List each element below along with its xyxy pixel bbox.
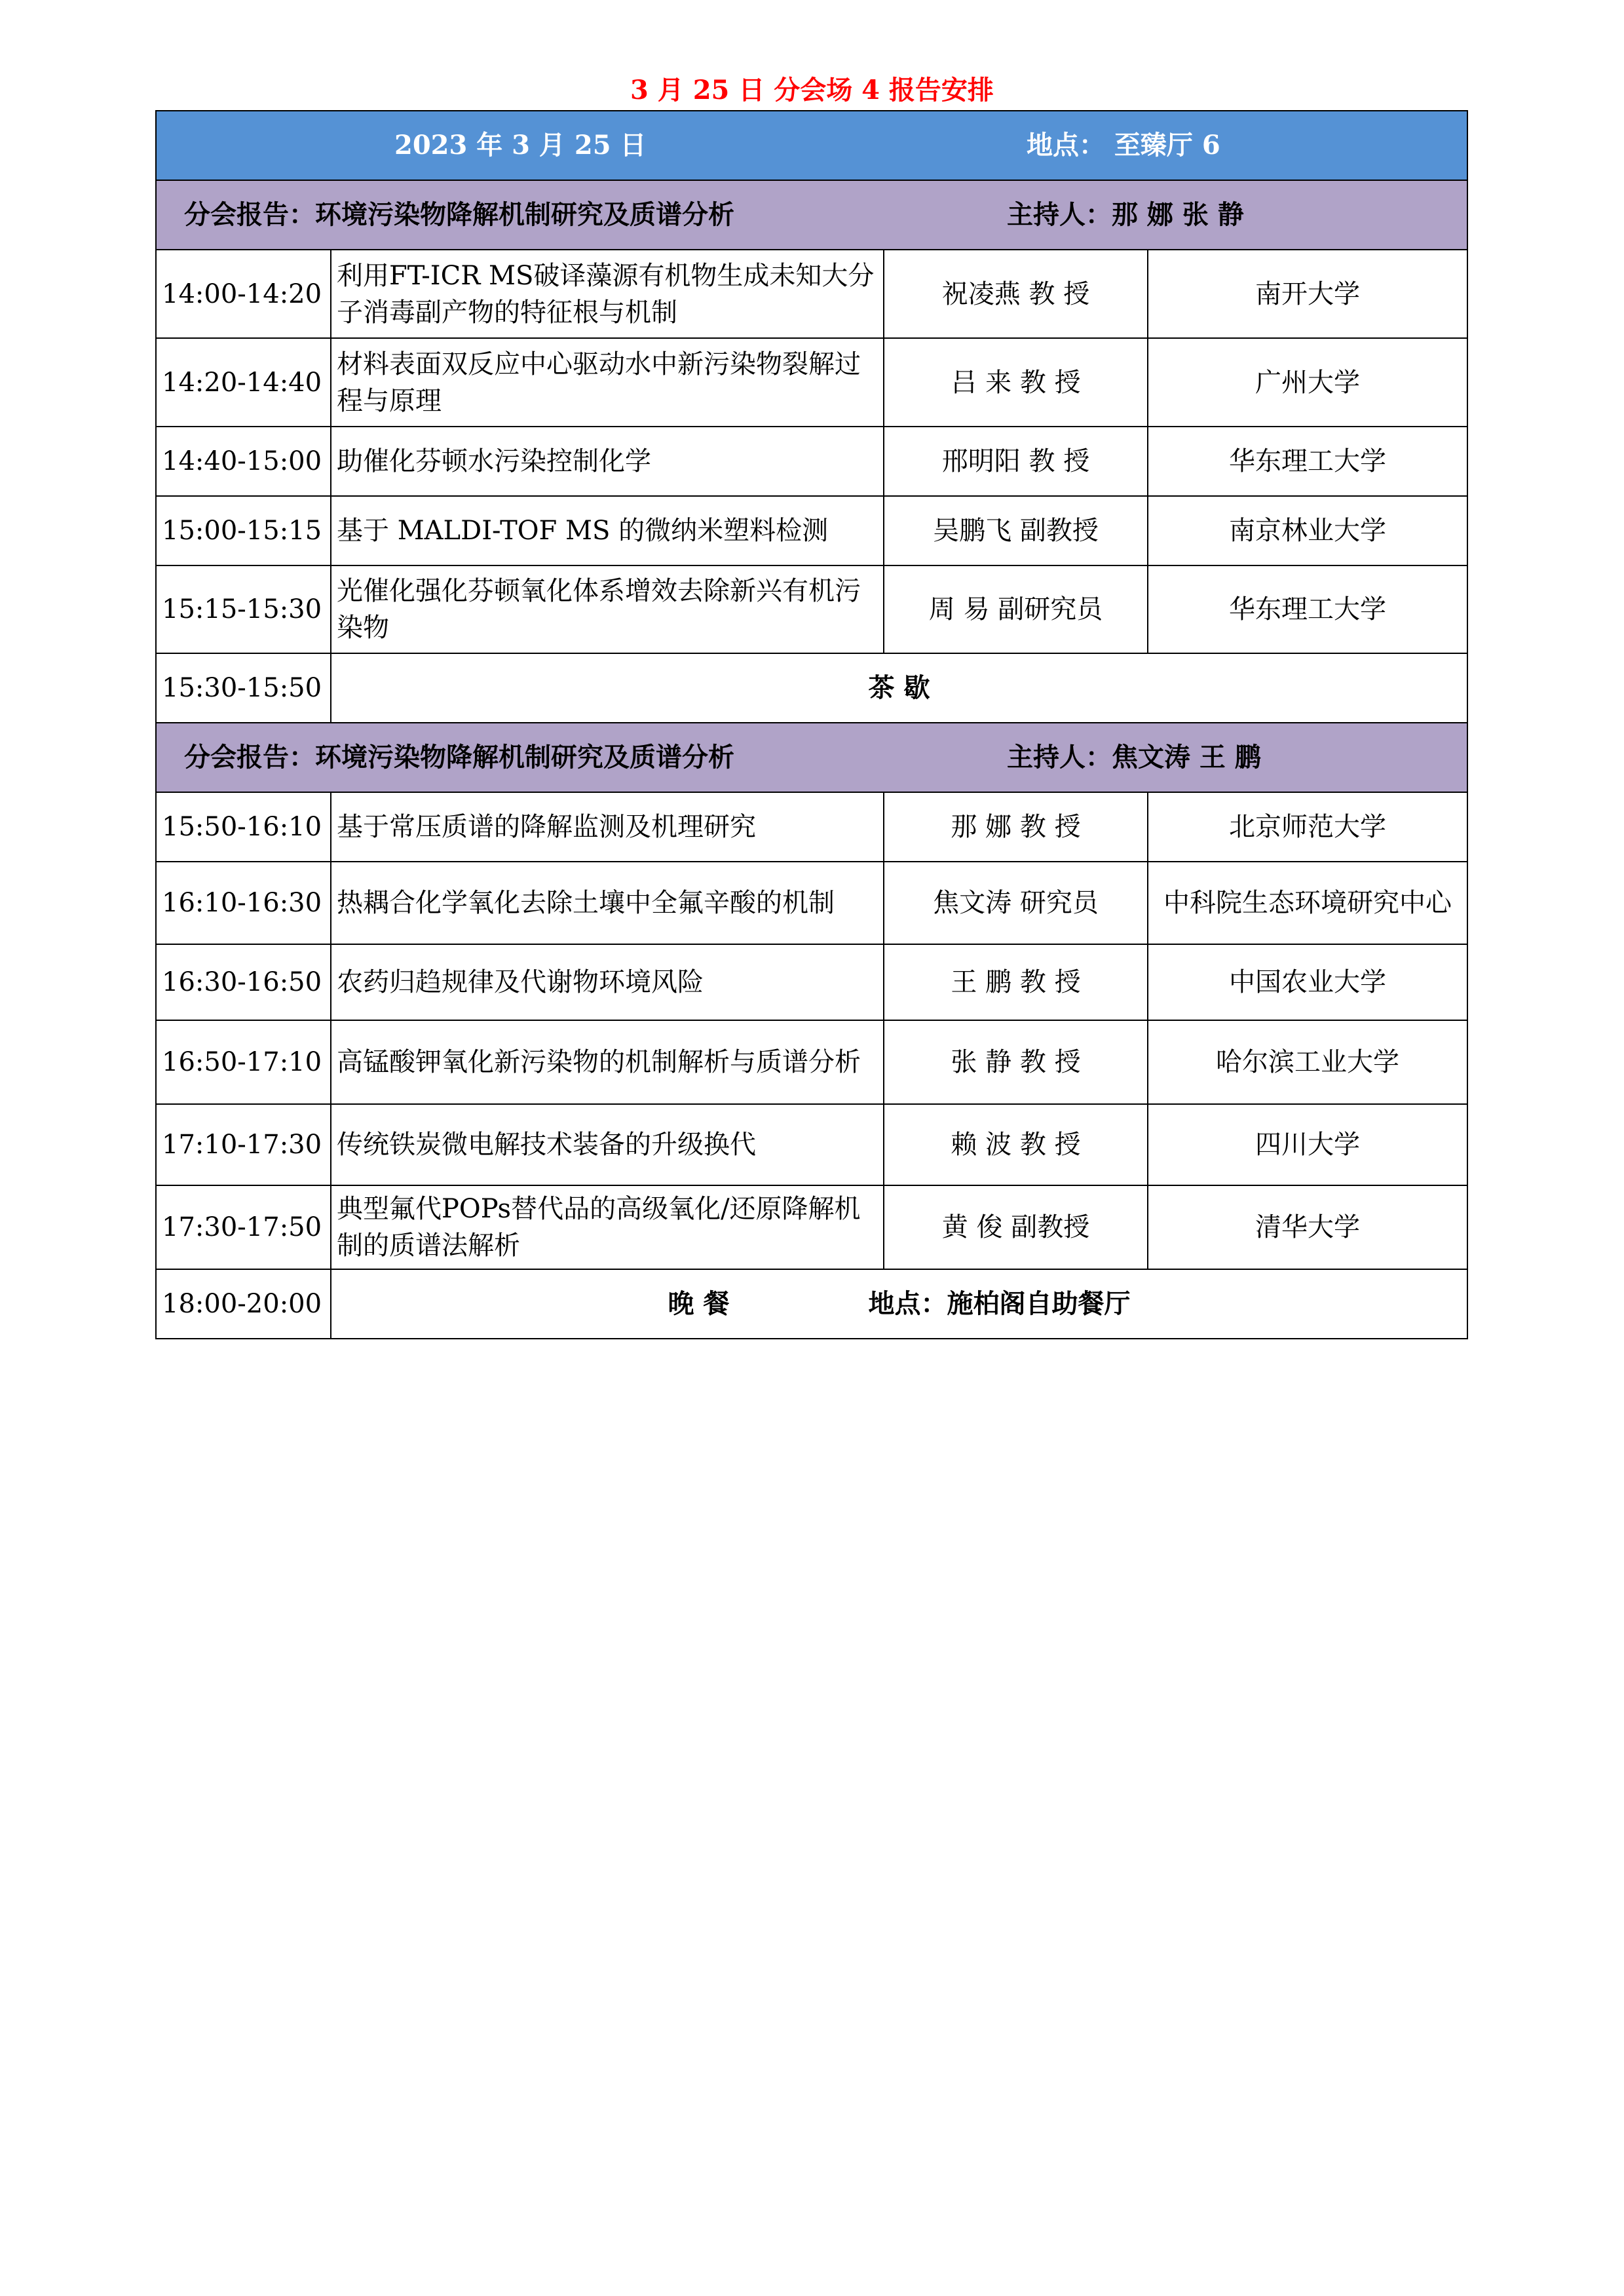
session-header-cell: [156, 723, 1467, 792]
dinner-cell: [331, 1269, 1467, 1339]
topic-cell: 基于常压质谱的降解监测及机理研究: [331, 792, 884, 862]
time-cell: 15:15-15:30: [156, 565, 331, 653]
topic-cell: 助催化芬顿水污染控制化学: [331, 427, 884, 496]
topic-cell: 利用FT-ICR MS破译藻源有机物生成未知大分子消毒副产物的特征根与机制: [331, 250, 884, 338]
institution-cell: 清华大学: [1148, 1185, 1467, 1269]
time-cell: 14:20-14:40: [156, 338, 331, 427]
schedule-table: [155, 110, 1468, 1339]
date-header-cell: [156, 111, 1467, 180]
speaker-cell: 张 静 教 授: [884, 1020, 1148, 1104]
table-row: [156, 496, 1467, 565]
speaker-cell: 周 易 副研究员: [884, 565, 1148, 653]
speaker-cell: 吕 来 教 授: [884, 338, 1148, 427]
speaker-cell: 王 鹏 教 授: [884, 944, 1148, 1020]
dinner-row: [156, 1269, 1467, 1339]
time-cell: 18:00-20:00: [156, 1269, 331, 1339]
session-title: 分会报告：环境污染物降解机制研究及质谱分析: [184, 742, 734, 773]
time-cell: 14:40-15:00: [156, 427, 331, 496]
table-row: [156, 338, 1467, 427]
table-row: [156, 1104, 1467, 1185]
institution-cell: 广州大学: [1148, 338, 1467, 427]
time-cell: 16:30-16:50: [156, 944, 331, 1020]
topic-cell: 光催化强化芬顿氧化体系增效去除新兴有机污染物: [331, 565, 884, 653]
time-cell: 15:50-16:10: [156, 792, 331, 862]
page-title: 3 月 25 日 分会场 4 报告安排: [630, 75, 994, 105]
tea-break-label: 茶 歇: [331, 653, 1467, 723]
topic-cell: 典型氟代POPs替代品的高级氧化/还原降解机制的质谱法解析: [331, 1185, 884, 1269]
institution-cell: 南开大学: [1148, 250, 1467, 338]
speaker-cell: 黄 俊 副教授: [884, 1185, 1148, 1269]
speaker-cell: 赖 波 教 授: [884, 1104, 1148, 1185]
speaker-cell: 那 娜 教 授: [884, 792, 1148, 862]
table-row: [156, 1185, 1467, 1269]
table-row: [156, 427, 1467, 496]
tea-break-row: [156, 653, 1467, 723]
institution-cell: 华东理工大学: [1148, 565, 1467, 653]
session-header-cell: [156, 180, 1467, 250]
institution-cell: 四川大学: [1148, 1104, 1467, 1185]
speaker-cell: 邢明阳 教 授: [884, 427, 1148, 496]
dinner-location: 地点：施柏阁自助餐厅: [868, 1288, 1131, 1319]
venue-text: 地点： 至臻厅 6: [1027, 130, 1220, 161]
date-text: 2023 年 3 月 25 日: [394, 130, 647, 161]
institution-cell: 北京师范大学: [1148, 792, 1467, 862]
topic-cell: 传统铁炭微电解技术装备的升级换代: [331, 1104, 884, 1185]
institution-cell: 南京林业大学: [1148, 496, 1467, 565]
time-cell: 16:10-16:30: [156, 862, 331, 944]
date-header-row: [156, 111, 1467, 180]
table-row: [156, 1020, 1467, 1104]
table-row: [156, 792, 1467, 862]
speaker-cell: 吴鹏飞 副教授: [884, 496, 1148, 565]
institution-cell: 华东理工大学: [1148, 427, 1467, 496]
time-cell: 14:00-14:20: [156, 250, 331, 338]
speaker-cell: 焦文涛 研究员: [884, 862, 1148, 944]
topic-cell: 基于 MALDI-TOF MS 的微纳米塑料检测: [331, 496, 884, 565]
session-header-row: [156, 723, 1467, 792]
session-header-row: [156, 180, 1467, 250]
time-cell: 16:50-17:10: [156, 1020, 331, 1104]
speaker-cell: 祝凌燕 教 授: [884, 250, 1148, 338]
time-cell: 15:30-15:50: [156, 653, 331, 723]
table-row: [156, 944, 1467, 1020]
time-cell: 15:00-15:15: [156, 496, 331, 565]
dinner-label: 晚 餐: [668, 1288, 730, 1319]
institution-cell: 哈尔滨工业大学: [1148, 1020, 1467, 1104]
topic-cell: 农药归趋规律及代谢物环境风险: [331, 944, 884, 1020]
table-row: [156, 862, 1467, 944]
table-row: [156, 250, 1467, 338]
topic-cell: 高锰酸钾氧化新污染物的机制解析与质谱分析: [331, 1020, 884, 1104]
topic-cell: 热耦合化学氧化去除土壤中全氟辛酸的机制: [331, 862, 884, 944]
session-title: 分会报告：环境污染物降解机制研究及质谱分析: [184, 199, 734, 230]
table-row: [156, 565, 1467, 653]
time-cell: 17:30-17:50: [156, 1185, 331, 1269]
institution-cell: 中科院生态环境研究中心: [1148, 862, 1467, 944]
session-host: 主持人：那 娜 张 静: [1007, 199, 1244, 230]
time-cell: 17:10-17:30: [156, 1104, 331, 1185]
topic-cell: 材料表面双反应中心驱动水中新污染物裂解过程与原理: [331, 338, 884, 427]
session-host: 主持人：焦文涛 王 鹏: [1007, 742, 1261, 773]
institution-cell: 中国农业大学: [1148, 944, 1467, 1020]
